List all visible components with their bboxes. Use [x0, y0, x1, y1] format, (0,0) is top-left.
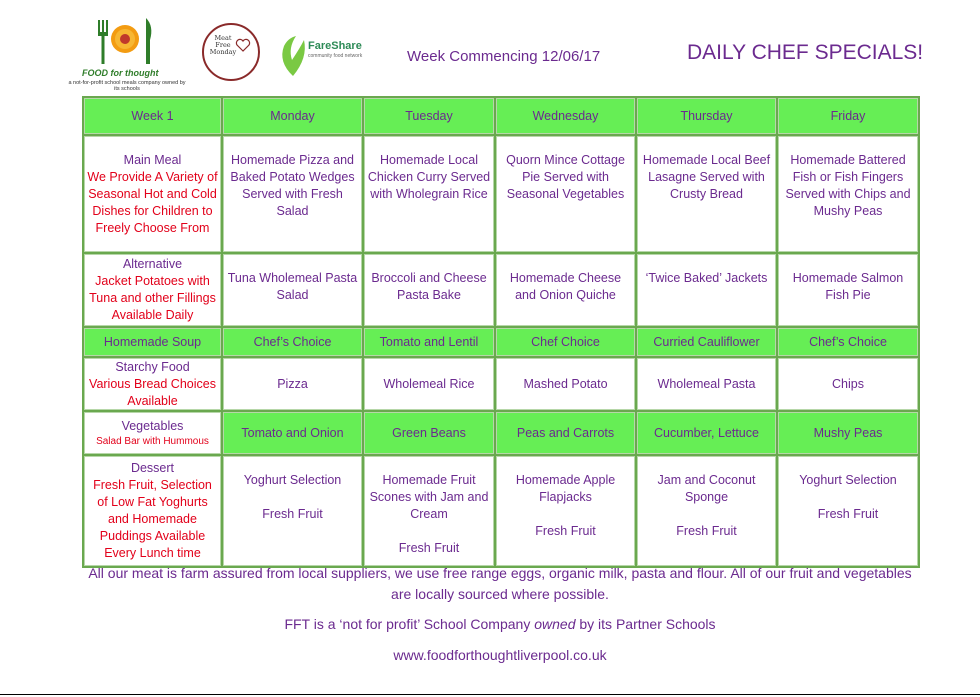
dessert-wednesday-main: Homemade Apple Flapjacks [515, 473, 616, 504]
soup-wednesday: Chef Choice [495, 327, 636, 357]
vegetables-friday: Mushy Peas [777, 411, 919, 455]
dessert-thursday-extra: Fresh Fruit [676, 524, 737, 538]
main-meal-row [83, 135, 919, 253]
dessert-row [83, 455, 919, 567]
dessert-thursday-main: Jam and Coconut Sponge [657, 473, 756, 504]
dessert-monday-extra: Fresh Fruit [262, 507, 323, 521]
alternative-label: Alternative [122, 257, 183, 271]
vegetables-thursday: Cucumber, Lettuce [636, 411, 777, 455]
header-friday: Friday [777, 97, 919, 135]
main-meal-label: Main Meal [123, 152, 182, 167]
dessert-friday-extra: Fresh Fruit [817, 507, 879, 521]
dessert-monday-main: Yoghurt Selection [243, 473, 342, 487]
alternative-thursday: ‘Twice Baked’ Jackets [636, 253, 777, 327]
dessert-friday [777, 455, 919, 567]
alternative-row [83, 253, 919, 327]
company-statement [82, 614, 918, 635]
header-week: Week 1 [83, 97, 222, 135]
week-commencing: Week Commencing 12/06/17 [407, 48, 601, 65]
alternative-note: Jacket Potatoes with Tuna and other Fillings Available Daily [89, 274, 216, 322]
vegetables-tuesday: Green Beans [363, 411, 495, 455]
alternative-friday: Homemade Salmon Fish Pie [777, 253, 919, 327]
vegetables-wednesday: Peas and Carrots [495, 411, 636, 455]
dessert-friday-main: Yoghurt Selection [799, 473, 897, 487]
dessert-thursday [636, 455, 777, 567]
cutlery-flower-icon [68, 14, 188, 70]
soup-monday: Chef’s Choice [222, 327, 363, 357]
main-meal-thursday: Homemade Local Beef Lasagne Served with Crusty Bread [636, 135, 777, 253]
dessert-wednesday [495, 455, 636, 567]
vegetables-row [83, 411, 919, 455]
company-statement-emphasis: owned [534, 616, 576, 632]
soup-label: Homemade Soup [83, 327, 222, 357]
mfm-logo-text: Meat Free Monday [209, 34, 237, 56]
dessert-tuesday [363, 455, 495, 567]
main-meal-friday: Homemade Battered Fish or Fish Fingers Served with Chips and Mushy Peas [777, 135, 919, 253]
fft-logo-subtitle: a not-for-profit school meals company owned by its schools [68, 80, 186, 92]
alternative-label-cell [83, 253, 222, 327]
dessert-monday [222, 455, 363, 567]
starchy-row [83, 357, 919, 411]
main-meal-note: We Provide A Variety of Seasonal Hot and Cold Dishes for Children to Freely Choose From [87, 169, 218, 235]
sourcing-statement: All our meat is farm assured from local suppliers, we use free range eggs, organic milk, pasta and flour. All of our fruit and vegetables are locally sourced where possible. [88, 565, 912, 602]
bottom-divider [0, 694, 980, 695]
fft-logo-title: FOOD for thought [82, 68, 159, 78]
header-wednesday: Wednesday [495, 97, 636, 135]
alternative-monday: Tuna Wholemeal Pasta Salad [222, 253, 363, 327]
fareshare-name: FareShare [308, 40, 362, 52]
vegetables-label: Vegetables [121, 418, 184, 433]
heart-icon [235, 37, 251, 53]
starchy-monday: Pizza [222, 357, 363, 411]
fareshare-tagline: community food network [308, 53, 363, 59]
dessert-wednesday-extra: Fresh Fruit [535, 524, 596, 538]
starchy-label: Starchy Food [115, 359, 190, 374]
alternative-wednesday: Homemade Cheese and Onion Quiche [495, 253, 636, 327]
main-meal-tuesday: Homemade Local Chicken Curry Served with Wholegrain Rice [363, 135, 495, 253]
starchy-friday: Chips [777, 357, 919, 411]
starchy-note: Various Bread Choices Available [89, 376, 216, 408]
dessert-label: Dessert [130, 461, 175, 475]
vegetables-note: Salad Bar with Hummous [96, 435, 209, 447]
leaf-icon [278, 32, 308, 80]
food-for-thought-logo [68, 14, 188, 94]
soup-tuesday: Tomato and Lentil [363, 327, 495, 357]
header-row [83, 97, 919, 135]
main-meal-wednesday: Quorn Mince Cottage Pie Served with Seasonal Vegetables [495, 135, 636, 253]
company-statement-before: FFT is a ‘not for profit’ School Company [284, 616, 535, 632]
alternative-tuesday: Broccoli and Cheese Pasta Bake [363, 253, 495, 327]
soup-friday: Chef’s Choice [777, 327, 919, 357]
soup-thursday: Curried Cauliflower [636, 327, 777, 357]
header-thursday: Thursday [636, 97, 777, 135]
page-title: DAILY CHEF SPECIALS! [687, 41, 924, 64]
starchy-thursday: Wholemeal Pasta [636, 357, 777, 411]
dessert-note: Fresh Fruit, Selection of Low Fat Yoghurts and Homemade Puddings Available Every Lunch time [93, 478, 212, 560]
dessert-tuesday-main: Homemade Fruit Scones with Jam and Cream [369, 473, 489, 521]
main-meal-label-cell [83, 135, 222, 253]
meat-free-monday-logo [202, 23, 260, 81]
starchy-tuesday: Wholemeal Rice [363, 357, 495, 411]
starchy-label-cell [83, 357, 222, 411]
header-tuesday: Tuesday [363, 97, 495, 135]
main-meal-monday: Homemade Pizza and Baked Potato Wedges Served with Fresh Salad [222, 135, 363, 253]
menu-table [82, 96, 920, 568]
header-monday: Monday [222, 97, 363, 135]
vegetables-monday: Tomato and Onion [222, 411, 363, 455]
starchy-wednesday: Mashed Potato [495, 357, 636, 411]
soup-row [83, 327, 919, 357]
company-statement-after: by its Partner Schools [575, 616, 716, 632]
website-link[interactable]: www.foodforthoughtliverpool.co.uk [393, 647, 607, 663]
vegetables-label-cell [83, 411, 222, 455]
dessert-label-cell [83, 455, 222, 567]
dessert-tuesday-extra: Fresh Fruit [398, 541, 460, 555]
fareshare-logo [278, 30, 378, 82]
